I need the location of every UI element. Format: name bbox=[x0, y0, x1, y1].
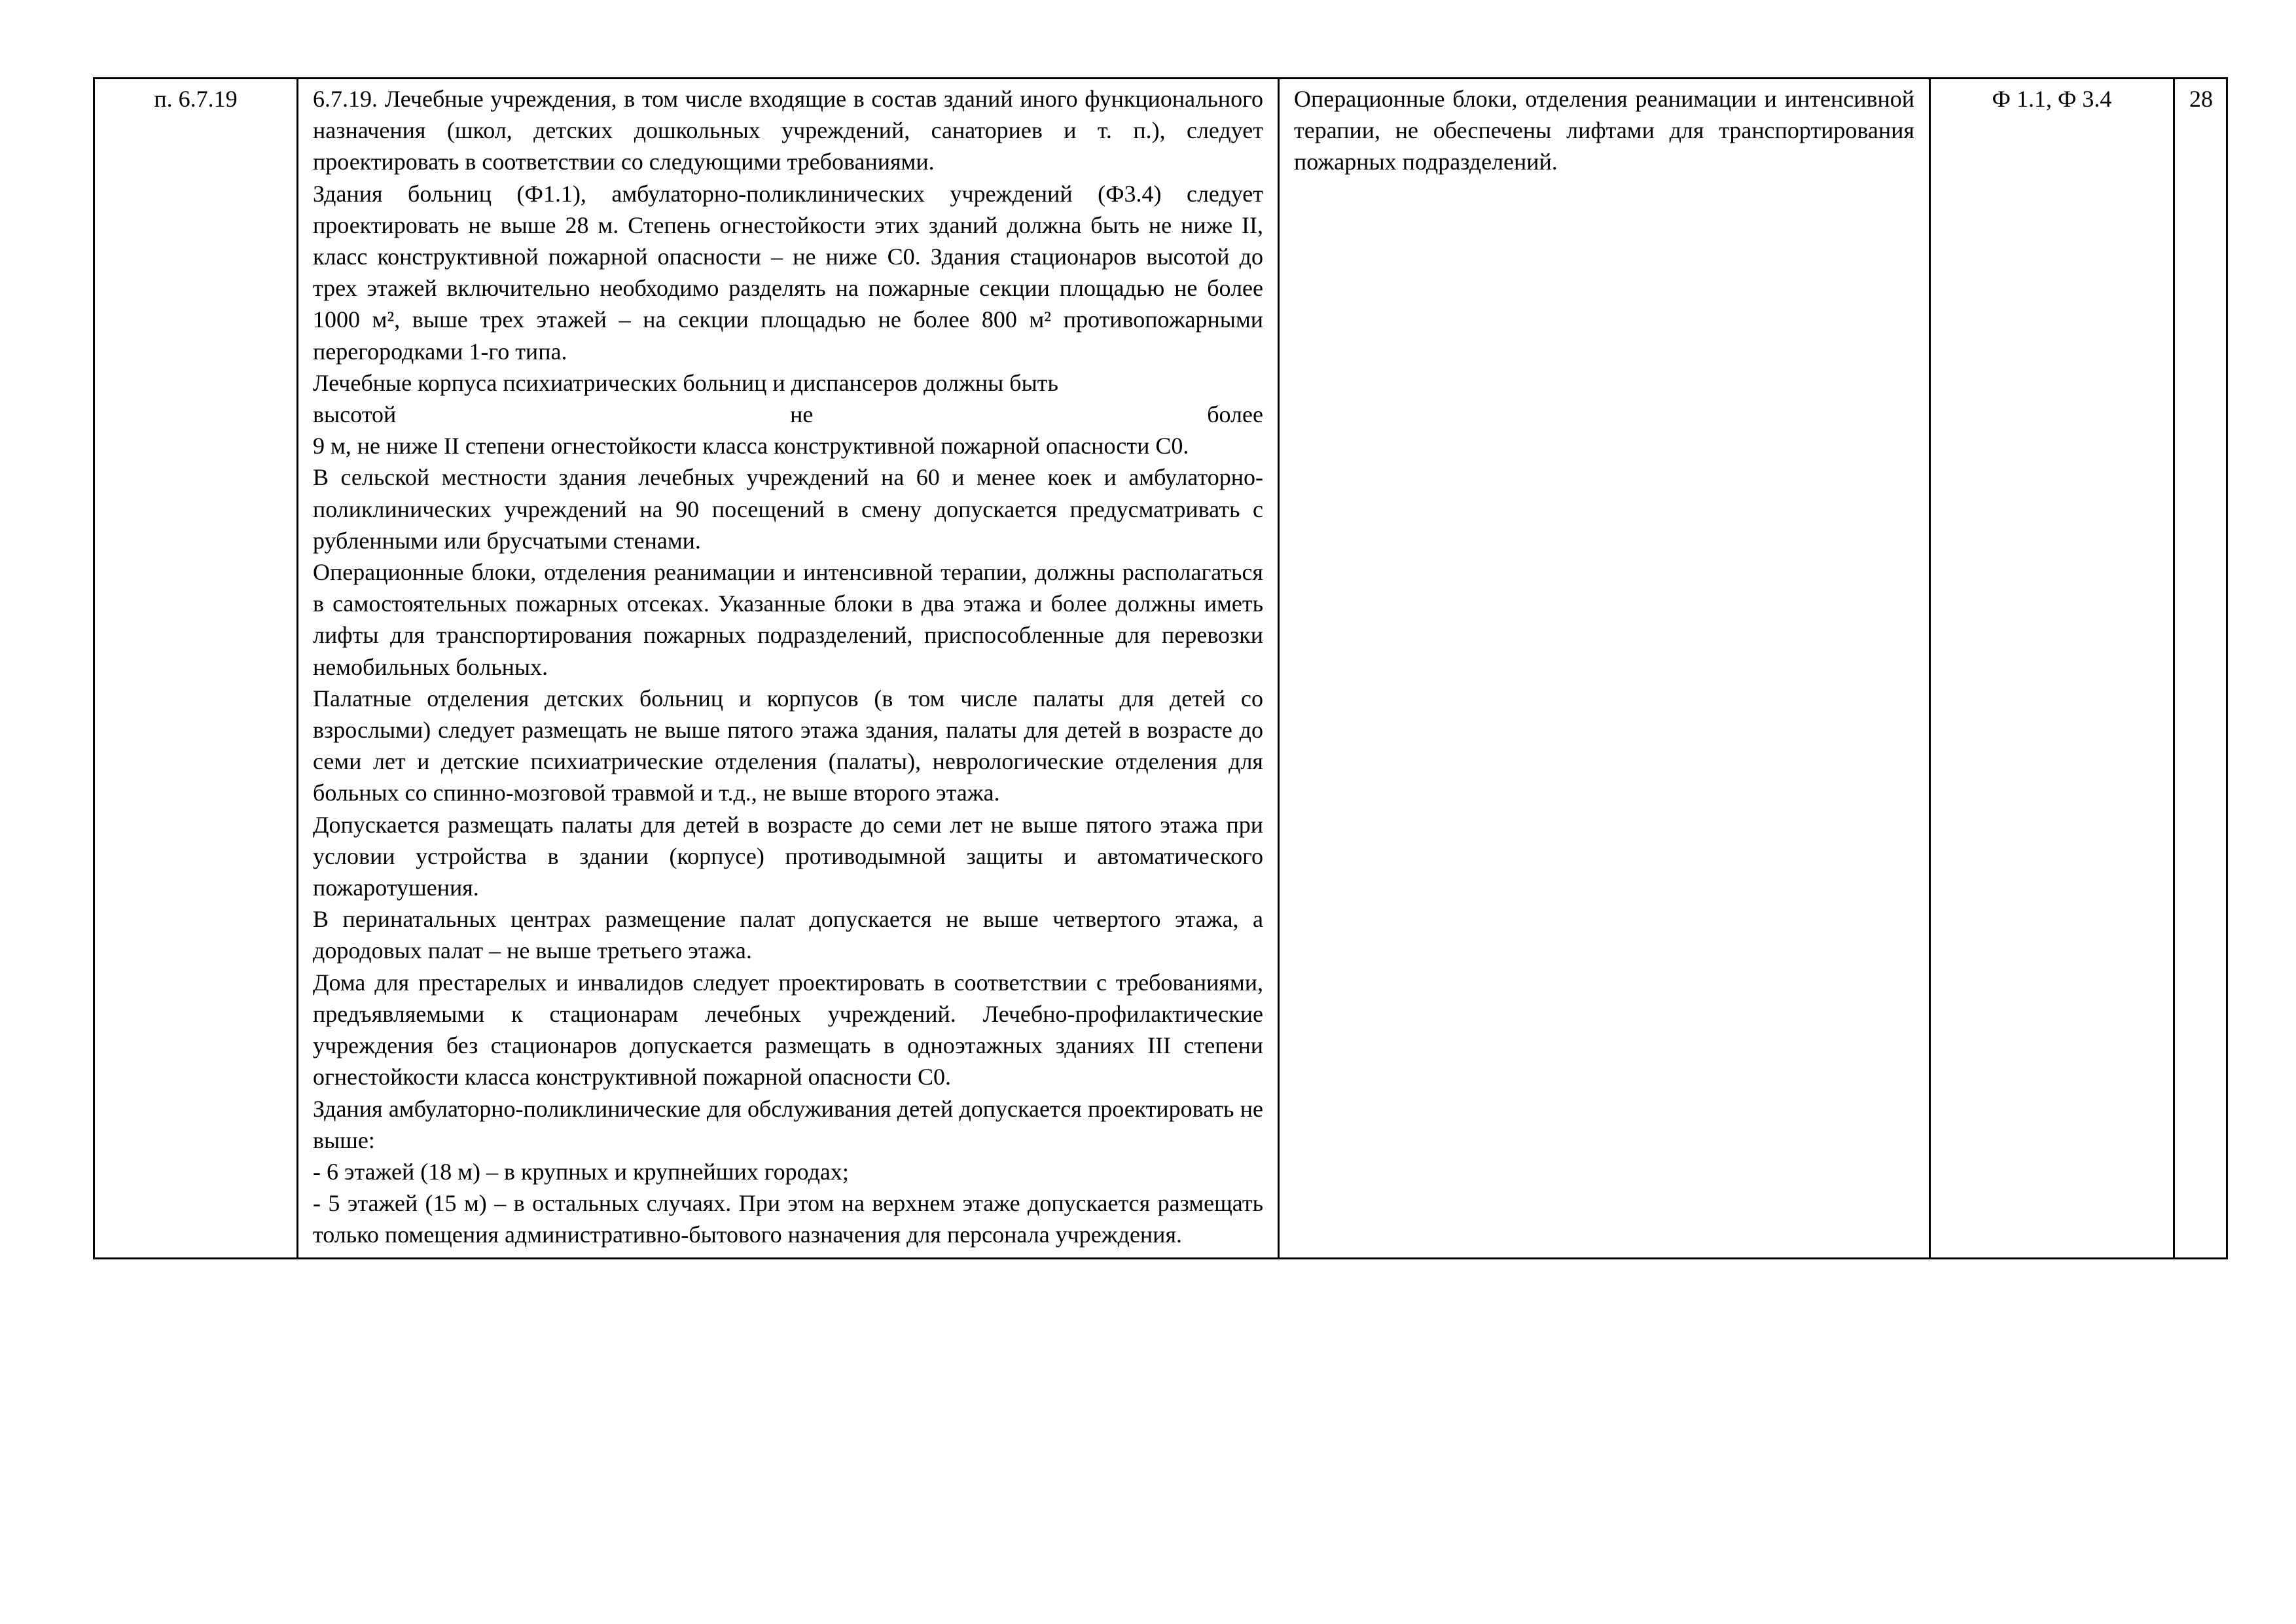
requirements-table bbox=[93, 77, 2228, 1259]
table-row bbox=[94, 79, 2227, 1259]
requirement-paragraph: 9 м, не ниже II степени огнестойкости класса конструктивной пожарной опасности С0. bbox=[313, 433, 1189, 460]
functional-class-cell: Ф 1.1, Ф 3.4 bbox=[1930, 79, 2174, 1259]
requirement-paragraph: В перинатальных центрах размещение палат допускается не выше четвертого этажа, а дородовых палат – не выше третьего этажа. bbox=[313, 906, 1263, 964]
row-number-cell: 28 bbox=[2174, 79, 2227, 1259]
requirement-paragraph: Операционные блоки, отделения реанимации и интенсивной терапии, должны располагаться в самостоятельных пожарных отсеках. Указанные блоки в два этажа и более должны иметь лифты для транспортирования пожарных подразделений, приспособленные для перевозки немобильных больных. bbox=[313, 559, 1263, 680]
requirement-cell bbox=[298, 79, 1279, 1259]
requirement-paragraph: 6.7.19. Лечебные учреждения, в том числе входящие в состав зданий иного функционального назначения (школ, детских дошкольных учреждений, санаториев и т. п.), следует проектировать в соответствии со следующими требованиями. bbox=[313, 86, 1263, 175]
requirement-paragraph: Лечебные корпуса психиатрических больниц и диспансеров должны быть bbox=[313, 369, 1058, 396]
requirement-spread-line bbox=[313, 399, 1263, 430]
clause-cell: п. 6.7.19 bbox=[94, 79, 298, 1259]
requirement-paragraph: - 6 этажей (18 м) – в крупных и крупнейших городах; bbox=[313, 1158, 849, 1185]
requirement-paragraph: Дома для престарелых и инвалидов следует проектировать в соответствии с требованиями, предъявляемыми к стационарам лечебных учреждений. Лечебно-профилактические учреждения без стационаров допускается размещать в одноэтажных зданиях III степени огнестойкости класса конструктивной пожарной опасности С0. bbox=[313, 969, 1263, 1091]
requirement-paragraph: Палатные отделения детских больниц и корпусов (в том числе палаты для детей со взрослыми) следует размещать не выше пятого этажа здания, палаты для детей в возрасте до семи лет и детские психиатрические отделения (палаты), неврологические отделения для больных со спинно-мозговой травмой и т.д., не выше второго этажа. bbox=[313, 685, 1263, 806]
spread-word: более bbox=[1207, 401, 1263, 428]
requirement-paragraph: Допускается размещать палаты для детей в возрасте до семи лет не выше пятого этажа при условии устройства в здании (корпусе) противодымной защиты и автоматического пожаротушения. bbox=[313, 811, 1263, 901]
requirement-paragraph: В сельской местности здания лечебных учреждений на 60 и менее коек и амбулаторно-поликлинических учреждений на 90 посещений в смену допускается предусматривать с рубленными или брусчатыми стенами. bbox=[313, 464, 1263, 554]
spread-word: не bbox=[790, 401, 814, 428]
spread-word: высотой bbox=[313, 401, 397, 428]
requirement-paragraph: Здания больниц (Ф1.1), амбулаторно-поликлинических учреждений (Ф3.4) следует проектировать не выше 28 м. Степень огнестойкости этих зданий должна быть не ниже II, класс конструктивной пожарной опасности – не ниже С0. Здания стационаров высотой до трех этажей включительно необходимо разделять на пожарные секции площадью не более 1000 м², выше трех этажей – на секции площадью не более 800 м² противопожарными перегородками 1-го типа. bbox=[313, 180, 1263, 365]
violation-cell bbox=[1279, 79, 1930, 1259]
violation-text: Операционные блоки, отделения реанимации и интенсивной терапии, не обеспечены лифтами для транспортирования пожарных подразделений. bbox=[1294, 86, 1914, 175]
requirement-paragraph: - 5 этажей (15 м) – в остальных случаях. При этом на верхнем этаже допускается размещать только помещения административно-бытового назначения для персонала учреждения. bbox=[313, 1190, 1263, 1248]
requirement-paragraph: Здания амбулаторно-поликлинические для обслуживания детей допускается проектировать не выше: bbox=[313, 1095, 1263, 1153]
